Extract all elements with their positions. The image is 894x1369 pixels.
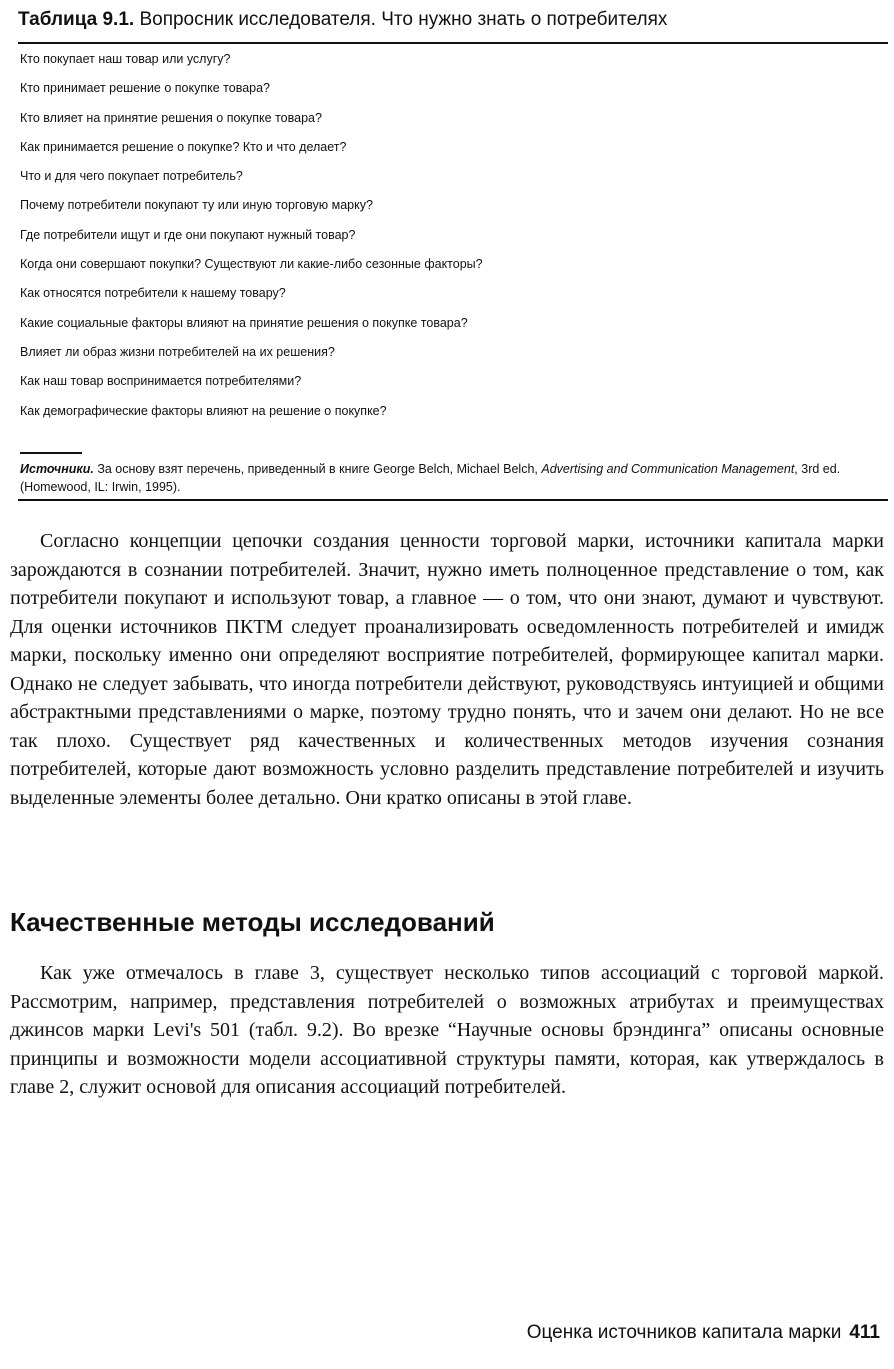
section-heading: Качественные методы исследований (10, 907, 495, 937)
question-item: Как принимается решение о покупке? Кто и что делает? (20, 139, 347, 154)
table-source-note (20, 460, 880, 496)
question-item: Влияет ли образ жизни потребителей на их решения? (20, 344, 335, 359)
question-item: Как относятся потребители к нашему товару? (20, 286, 286, 301)
question-item: Как наш товар воспринимается потребителями? (20, 374, 302, 389)
question-item: Как демографические факторы влияют на решение о покупке? (20, 403, 387, 418)
question-list (20, 48, 880, 429)
body-paragraph-2: Как уже отмечалось в главе 3, существует несколько типов ассоциаций с торговой маркой. Рассмотрим, например, представления потребителей о возможных атрибутах и преимуществах джинсов марки Levi's 501 (табл. 9.2). Во врезке “Научные основы брэндинга” описаны основные принципы и возможности модели ассоциативной структуры памяти, которая, как утверждалось в главе 2, служит основой для описания ассоциаций потребителей. (10, 962, 884, 1098)
table-title: Вопросник исследователя. Что нужно знать о потребителях (139, 9, 668, 30)
body-paragraph-1: Согласно концепции цепочки создания ценности торговой марки, источники капитала марки зарождаются в сознании потребителей. Значит, нужно иметь полноценное представление о том, как потребители покупают и используют товар, а главное — о том, что они знают, думают и чувствуют. Для оценки источников ПКТМ следует проанализировать осведомленность потребителей и имидж марки, поскольку именно они определяют восприятие потребителей, формирующее капитал марки. Однако не следует забывать, что иногда потребители действуют, руководствуясь интуицией и общими абстрактными представлениями о марке, поэтому трудно понять, что и зачем они делают. Но не все так плохо. Существует ряд качественных и количественных методов изучения сознания потребителей, которые дают возможность условно разделить представление потребителей и изучить выделенные элементы более детально. Они кратко описаны в этой главе. (10, 530, 884, 809)
source-separator (20, 452, 82, 454)
table-caption (18, 8, 888, 32)
question-item: Кто покупает наш товар или услугу? (20, 52, 231, 66)
source-text: За основу взят перечень, приведенный в книге George Belch, Michael Belch, (97, 462, 538, 476)
question-item: Что и для чего покупает потребитель? (20, 169, 243, 184)
table-bottom-rule (18, 499, 888, 501)
page-number: 411 (849, 1322, 880, 1343)
source-label: Источники. (20, 462, 94, 476)
running-title: Оценка источников капитала марки (526, 1322, 842, 1343)
table-top-rule (18, 42, 888, 44)
source-edition: , 3rd ed. (Homewood, IL: Irwin, 1995). (20, 462, 841, 494)
source-book-title: Advertising and Communication Management (541, 462, 795, 476)
table-label: Таблица 9.1. (18, 9, 135, 30)
question-item: Какие социальные факторы влияют на принятие решения о покупке товара? (20, 315, 468, 330)
question-item: Кто влияет на принятие решения о покупке товара? (20, 110, 322, 125)
question-item: Когда они совершают покупки? Существуют ли какие-либо сезонные факторы? (20, 257, 483, 272)
question-item: Кто принимает решение о покупке товара? (20, 81, 271, 96)
question-item: Где потребители ищут и где они покупают нужный товар? (20, 227, 356, 242)
question-item: Почему потребители покупают ту или иную торговую марку? (20, 198, 373, 213)
page-footer (527, 1320, 880, 1346)
